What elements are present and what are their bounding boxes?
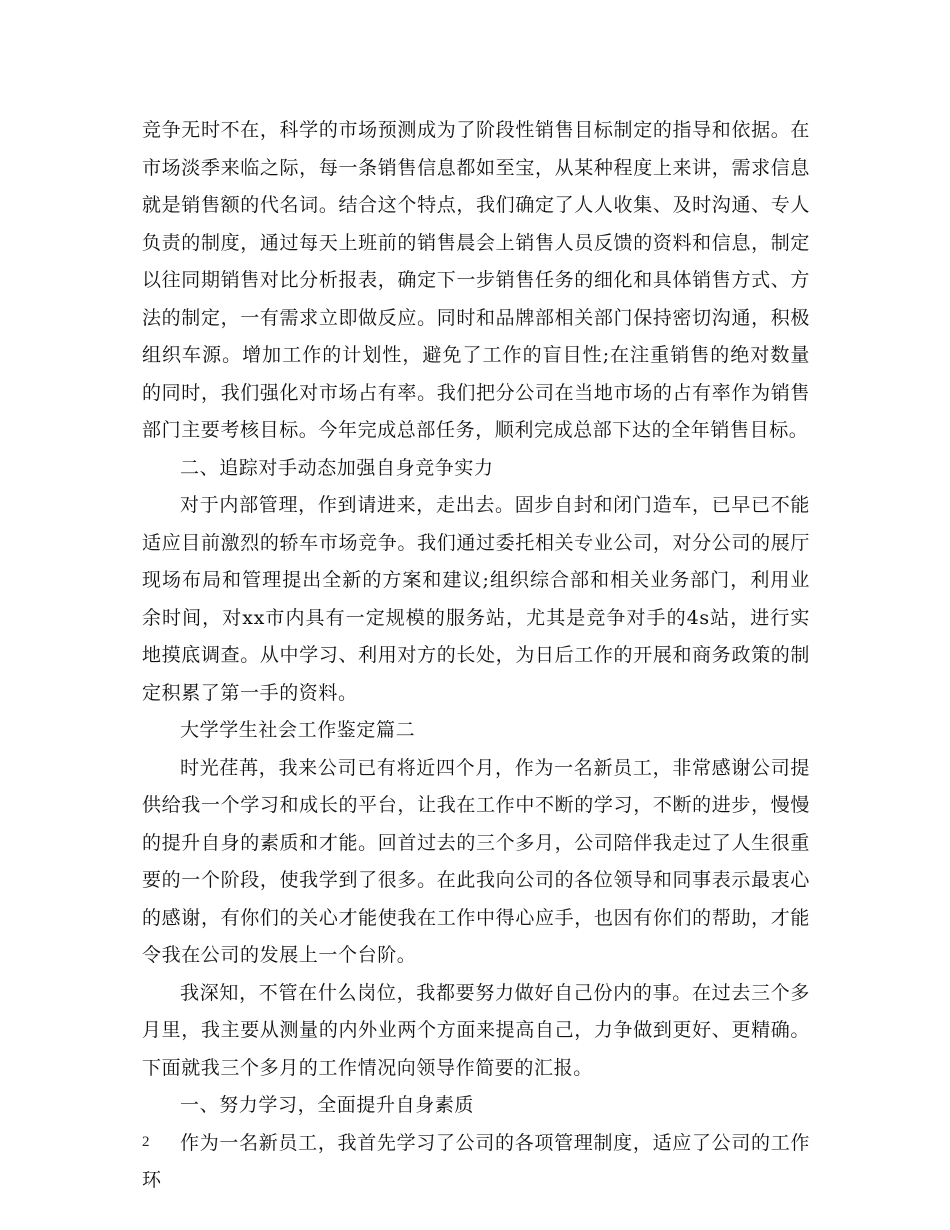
paragraph-5: 时光荏苒，我来公司已有将近四个月，作为一名新员工，非常感谢公司提供给我一个学习和成长的平台，让我在工作中不断的学习，不断的进步，慢慢的提升自身的素质和才能。回首过去的三个多月，公司陪伴我走过了人生很重要的一个阶段，使我学到了很多。在此我向公司的各位领导和同事表示最衷心的感谢，有你们的关心才能使我在工作中得心应手，也因有你们的帮助，才能令我在公司的发展上一个台阶。	[142, 756, 810, 966]
paragraph-6: 我深知，不管在什么岗位，我都要努力做好自己份内的事。在过去三个多月里，我主要从测量的内外业两个方面来提高自己，力争做到更好、更精确。下面就我三个多月的工作情况向领导作简要的汇报。	[142, 981, 810, 1079]
section-heading-2: 二、追踪对手动态加强自身竞争实力	[180, 456, 494, 479]
document-body	[142, 112, 810, 1200]
article-title: 大学学生社会工作鉴定篇二	[180, 719, 416, 741]
paragraph-1: 竞争无时不在，科学的市场预测成为了阶段性销售目标制定的指导和依据。在市场淡季来临之际，每一条销售信息都如至宝，从某种程度上来讲，需求信息就是销售额的代名词。结合这个特点，我们确定了人人收集、及时沟通、专人负责的制度，通过每天上班前的销售晨会上销售人员反馈的资料和信息，制定以往同期销售对比分析报表，确定下一步销售任务的细化和具体销售方式、方法的制定，一有需求立即做反应。同时和品牌部相关部门保持密切沟通，积极组织车源。增加工作的计划性，避免了工作的盲目性;在注重销售的绝对数量的同时，我们强化对市场占有率。我们把分公司在当地市场的占有率作为销售部门主要考核目标。今年完成总部任务，顺利完成总部下达的全年销售目标。	[142, 119, 810, 441]
paragraph-8: 作为一名新员工，我首先学习了公司的各项管理制度，适应了公司的工作环	[142, 1131, 810, 1191]
section-heading-7: 一、努力学习，全面提升自身素质	[180, 1094, 475, 1116]
page-number: 2	[142, 1134, 150, 1150]
paragraph-3: 对于内部管理，作到请进来，走出去。固步自封和闭门造车，已早已不能适应目前激烈的轿车市场竞争。我们通过委托相关专业公司，对分公司的展厅现场布局和管理提出全新的方案和建议;组织综合部和相关业务部门，利用业余时间，对xx市内具有一定规模的服务站，尤其是竞争对手的4s站，进行实地摸底调查。从中学习、利用对方的长处，为日后工作的开展和商务政策的制定积累了第一手的资料。	[142, 494, 810, 704]
